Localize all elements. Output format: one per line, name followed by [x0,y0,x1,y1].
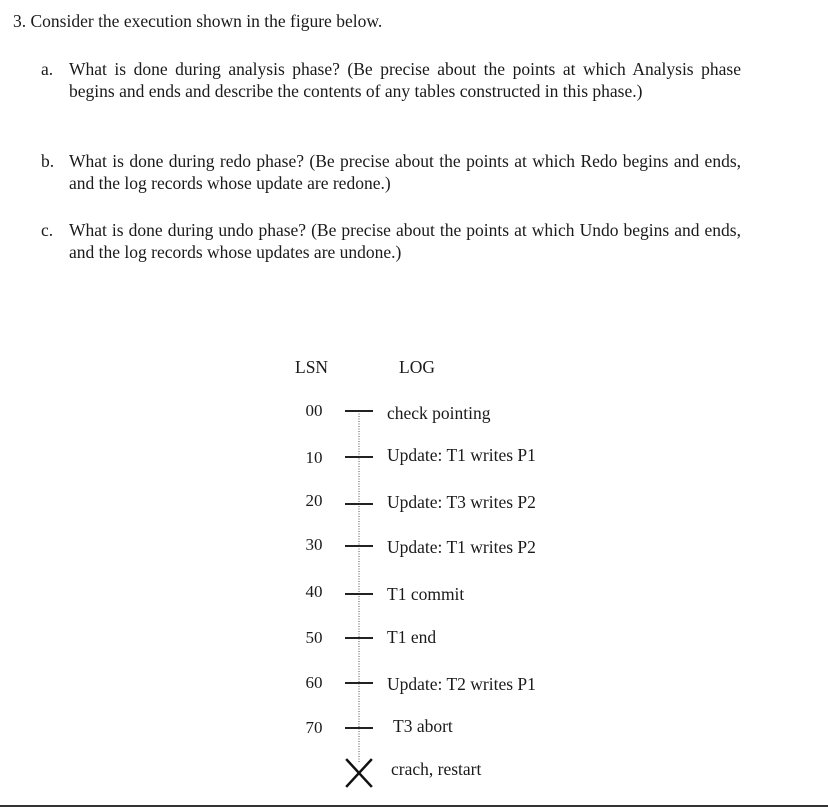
log-entry: T1 commit [387,584,465,604]
log-entry: T1 end [387,627,437,647]
lsn-value: 40 [305,582,323,601]
lsn-value: 60 [305,673,323,692]
subquestion-b-text: What is done during redo phase? (Be precise about the points at which Redo begins and ends, and the log records whose update are redone.) [69,151,741,193]
bottom-rule [0,805,828,807]
subquestion-a-marker: a. [41,59,54,79]
log-entry: check pointing [387,403,491,423]
lsn-value: 00 [305,401,323,420]
crash-entry: crach, restart [391,759,482,779]
question-title: 3. Consider the execution shown in the figure below. [13,11,383,31]
log-entry: Update: T2 writes P1 [387,674,536,694]
lsn-value: 10 [305,448,323,467]
subquestion-c-marker: c. [41,220,54,240]
lsn-value: 70 [305,718,323,737]
log-entry: Update: T3 writes P2 [387,492,536,512]
lsn-value: 50 [305,628,323,647]
lsn-value: 20 [305,491,323,510]
log-header: LOG [399,357,435,377]
lsn-header: LSN [295,357,329,377]
subquestion-c-text: What is done during undo phase? (Be precise about the points at which Undo begins and ends, and the log records whose updates are undone.) [69,220,741,262]
lsn-value: 30 [305,535,323,554]
crash-x-icon [347,760,371,786]
subquestion-b-marker: b. [41,151,55,171]
log-entry: Update: T1 writes P1 [387,445,536,465]
log-entry: T3 abort [393,716,453,736]
subquestion-a-text: What is done during analysis phase? (Be precise about the points at which Analysis phase begins and ends and describe the contents of any tables constructed in this phase.) [69,59,741,101]
log-entry: Update: T1 writes P2 [387,537,536,557]
